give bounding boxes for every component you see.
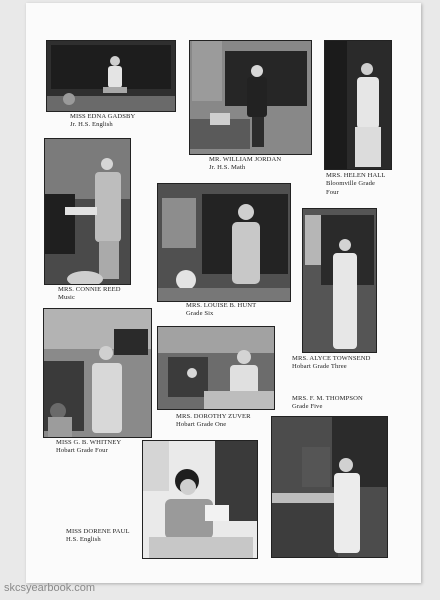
photo-g-b-whitney bbox=[43, 308, 152, 438]
caption-edna-gadsby: MISS EDNA GADSBY Jr. H.S. English bbox=[70, 113, 136, 129]
caption-g-b-whitney: MISS G. B. WHITNEY Hobart Grade Four bbox=[56, 439, 122, 455]
caption-william-jordan: MR. WILLIAM JORDAN Jr. H.S. Math bbox=[209, 156, 282, 172]
caption-dorene-paul: MISS DORENE PAUL H.S. English bbox=[66, 528, 130, 544]
yearbook-page bbox=[26, 3, 421, 583]
caption-connie-reed: MRS. CONNIE REED Music bbox=[58, 286, 121, 302]
photo-louise-hunt bbox=[157, 183, 291, 302]
caption-louise-hunt: MRS. LOUISE B. HUNT Grade Six bbox=[186, 302, 257, 318]
photo-alyce-townsend bbox=[302, 208, 377, 353]
photo-william-jordan bbox=[189, 40, 312, 155]
photo-connie-reed bbox=[44, 138, 131, 285]
site-watermark: skcsyearbook.com bbox=[4, 582, 96, 594]
photo-dorothy-zuver bbox=[157, 326, 275, 410]
photo-helen-hall bbox=[324, 40, 392, 170]
photo-f-m-thompson bbox=[271, 416, 388, 558]
photo-edna-gadsby bbox=[46, 40, 176, 112]
caption-alyce-townsend: MRS. ALYCE TOWNSEND Hobart Grade Three bbox=[292, 355, 371, 371]
caption-f-m-thompson: MRS. F. M. THOMPSON Grade Five bbox=[292, 395, 363, 411]
photo-dorene-paul bbox=[142, 440, 258, 559]
caption-dorothy-zuver: MRS. DOROTHY ZUVER Hobart Grade One bbox=[176, 413, 251, 429]
caption-helen-hall: MRS. HELEN HALL Bloomville Grade Four bbox=[326, 172, 386, 196]
